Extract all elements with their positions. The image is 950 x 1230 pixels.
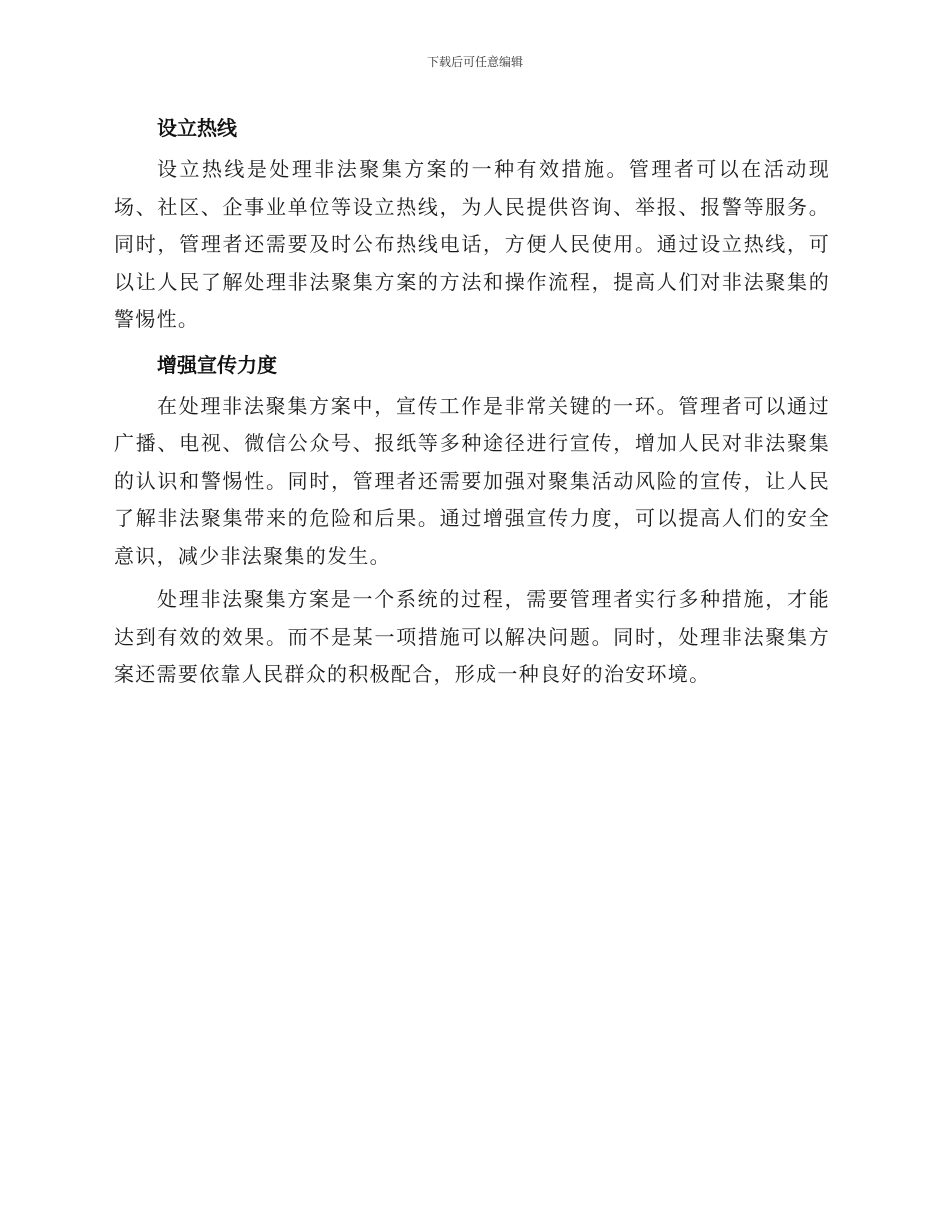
conclusion-paragraph: 处理非法聚集方案是一个系统的过程，需要管理者实行多种措施，才能达到有效的效果。而不是某一项措施可以解决问题。同时，处理非法聚集方案还需要依靠人民群众的积极配合，形成一种良好的治安环境。 <box>114 587 830 686</box>
section-paragraph-hotline: 设立热线是处理非法聚集方案的一种有效措施。管理者可以在活动现场、社区、企事业单位等设立热线，为人民提供咨询、举报、报警等服务。同时，管理者还需要及时公布热线电话，方便人民使用。通过设立热线，可以让人民了解处理非法聚集方案的方法和操作流程，提高人们对非法聚集的警惕性。 <box>114 157 830 331</box>
section-paragraph-publicity: 在处理非法聚集方案中，宣传工作是非常关键的一环。管理者可以通过广播、电视、微信公众号、报纸等多种途径进行宣传，增加人民对非法聚集的认识和警惕性。同时，管理者还需要加强对聚集活动风险的宣传，让人民了解非法聚集带来的危险和后果。通过增强宣传力度，可以提高人们的安全意识，减少非法聚集的发生。 <box>114 393 830 568</box>
document-body <box>114 110 830 694</box>
section-heading-publicity: 增强宣传力度 <box>157 352 277 377</box>
section-heading-hotline: 设立热线 <box>157 116 237 140</box>
page-header: 下载后可任意编辑 <box>426 55 523 69</box>
